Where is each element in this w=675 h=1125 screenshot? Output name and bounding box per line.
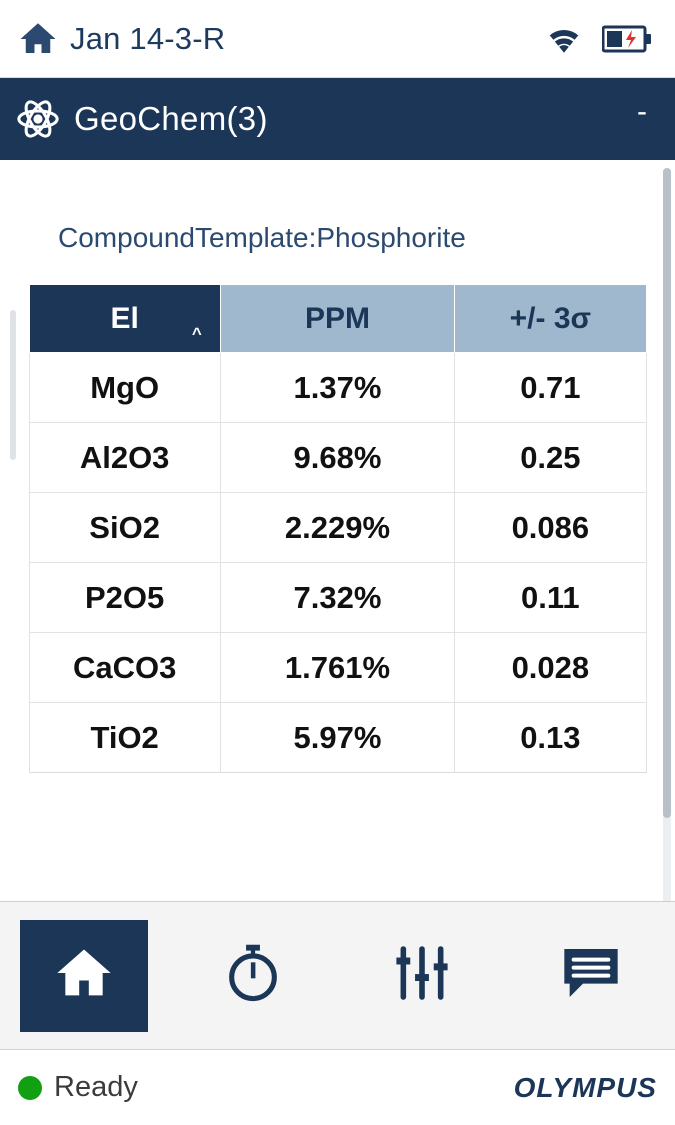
atom-icon (14, 95, 62, 143)
cell-element: MgO (29, 353, 220, 423)
table-row[interactable] (29, 563, 646, 633)
sliders-icon (390, 941, 454, 1010)
cell-error: 0.028 (455, 633, 646, 703)
wifi-icon (541, 19, 587, 59)
cell-ppm: 1.37% (220, 353, 454, 423)
battery-charging-icon (601, 22, 653, 56)
brand-logo: OLYMPUS (513, 1071, 657, 1103)
cell-error: 0.13 (455, 703, 646, 773)
notes-icon (559, 943, 623, 1008)
cell-ppm: 7.32% (220, 563, 454, 633)
status-bar-title: Jan 14-3-R (70, 20, 226, 56)
cell-element: CaCO3 (29, 633, 220, 703)
cell-element: Al2O3 (29, 423, 220, 493)
app-header (0, 78, 675, 160)
cell-ppm: 1.761% (220, 633, 454, 703)
content-area (0, 160, 675, 901)
tab-home-box (20, 920, 148, 1032)
tab-home[interactable] (0, 902, 169, 1050)
cell-ppm: 5.97% (220, 703, 454, 773)
table-header-row (29, 285, 646, 353)
cell-error: 0.11 (455, 563, 646, 633)
cell-error: 0.086 (455, 493, 646, 563)
cell-element: SiO2 (29, 493, 220, 563)
home-icon (52, 941, 116, 1010)
tab-timer[interactable] (169, 902, 338, 1050)
cell-element: TiO2 (29, 703, 220, 773)
tab-settings-box (358, 920, 486, 1032)
compound-template-label: CompoundTemplate:Phosphorite (58, 222, 466, 253)
column-header-error[interactable]: +/- 3σ (455, 285, 646, 353)
results-table (29, 284, 647, 773)
cell-error: 0.25 (455, 423, 646, 493)
tab-notes[interactable] (506, 902, 675, 1050)
tab-settings[interactable] (338, 902, 507, 1050)
cell-ppm: 2.229% (220, 493, 454, 563)
cell-ppm: 9.68% (220, 423, 454, 493)
left-scroll-rail[interactable] (10, 310, 16, 460)
table-row[interactable] (29, 633, 646, 703)
minimize-button[interactable]: - (637, 95, 647, 128)
vertical-scrollbar[interactable] (663, 168, 671, 901)
column-header-element[interactable] (29, 285, 220, 353)
app-title: GeoChem(3) (74, 100, 268, 137)
home-icon[interactable] (16, 17, 60, 61)
table-row[interactable] (29, 423, 646, 493)
status-bar (0, 0, 675, 78)
column-header-element-label: El (110, 301, 139, 335)
scrollbar-thumb[interactable] (663, 168, 671, 818)
stopwatch-icon (221, 941, 285, 1010)
status-text: Ready (54, 1071, 138, 1103)
cell-error: 0.71 (455, 353, 646, 423)
content-inner (0, 160, 675, 773)
table-row[interactable] (29, 353, 646, 423)
status-indicator-dot (18, 1076, 42, 1100)
sort-ascending-icon: ^ (191, 324, 202, 343)
table-row[interactable] (29, 493, 646, 563)
column-header-ppm[interactable]: PPM (220, 285, 454, 353)
status-footer (0, 1049, 675, 1125)
tab-notes-box (527, 920, 655, 1032)
tab-timer-box (189, 920, 317, 1032)
cell-element: P2O5 (29, 563, 220, 633)
bottom-tab-bar (0, 901, 675, 1049)
table-row[interactable] (29, 703, 646, 773)
